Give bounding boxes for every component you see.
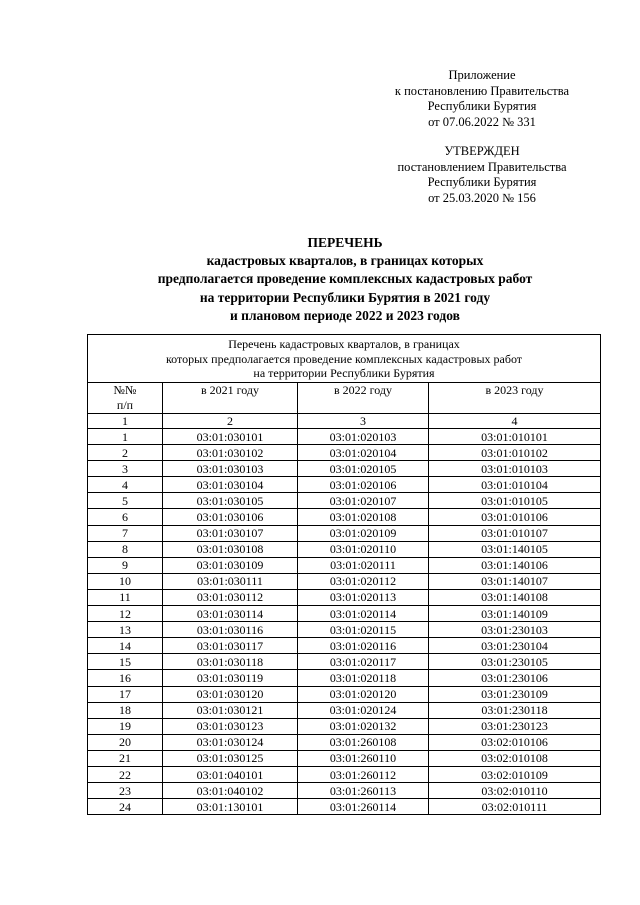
table-row (88, 461, 601, 477)
table-row (88, 783, 601, 799)
table-row (88, 589, 601, 605)
title-line: и плановом периоде 2022 и 2023 годов (230, 307, 460, 323)
quarter-2022: 03:01:260112 (298, 766, 429, 782)
table-row (88, 477, 601, 493)
caption-line: Перечень кадастровых кварталов, в границах (228, 337, 460, 352)
row-number: 5 (88, 493, 163, 509)
quarter-2021: 03:01:030112 (163, 589, 298, 605)
quarter-2023: 03:01:010104 (429, 477, 601, 493)
table-row (88, 670, 601, 686)
approval-line: постановлением Правительства (397, 159, 567, 174)
appendix-line: к постановлению Правительства (394, 83, 570, 98)
quarter-2022: 03:01:260113 (298, 783, 429, 799)
quarter-2022: 03:01:020112 (298, 573, 429, 589)
quarter-2023: 03:01:140109 (429, 606, 601, 622)
appendix-line: Приложение (448, 68, 516, 82)
quarter-2023: 03:01:230109 (429, 686, 601, 702)
quarter-2021: 03:01:030116 (163, 622, 298, 638)
quarter-2022: 03:01:260110 (298, 750, 429, 766)
cadastral-table-container (87, 334, 600, 815)
quarter-2021: 03:01:030106 (163, 509, 298, 525)
quarter-2021: 03:01:030118 (163, 654, 298, 670)
table-row (88, 557, 601, 573)
quarter-2023: 03:01:010107 (429, 525, 601, 541)
table-row (88, 686, 601, 702)
row-number: 7 (88, 525, 163, 541)
table-body (88, 429, 601, 815)
row-number: 2 (88, 445, 163, 461)
quarter-2022: 03:01:020117 (298, 654, 429, 670)
row-number: 6 (88, 509, 163, 525)
approval-line: УТВЕРЖДЕН (444, 144, 520, 158)
table-row (88, 750, 601, 766)
quarter-2023: 03:01:010105 (429, 493, 601, 509)
header-2021: в 2021 году (163, 383, 298, 414)
appendix-line: Республики Бурятия (427, 99, 537, 113)
row-number: 23 (88, 783, 163, 799)
row-number: 24 (88, 799, 163, 815)
quarter-2021: 03:01:030104 (163, 477, 298, 493)
header-number: №№ п/п (88, 383, 163, 414)
quarter-2022: 03:01:020115 (298, 622, 429, 638)
quarter-2021: 03:01:030123 (163, 718, 298, 734)
quarter-2021: 03:01:030109 (163, 557, 298, 573)
quarter-2023: 03:02:010111 (429, 799, 601, 815)
table-row (88, 734, 601, 750)
quarter-2023: 03:02:010110 (429, 783, 601, 799)
row-number: 10 (88, 573, 163, 589)
quarter-2021: 03:01:130101 (163, 799, 298, 815)
table-row (88, 541, 601, 557)
row-number: 12 (88, 606, 163, 622)
quarter-2021: 03:01:030101 (163, 429, 298, 445)
quarter-2022: 03:01:020113 (298, 589, 429, 605)
quarter-2021: 03:01:030114 (163, 606, 298, 622)
quarter-2023: 03:01:010103 (429, 461, 601, 477)
table-caption (88, 335, 601, 383)
column-number: 1 (88, 414, 163, 429)
row-number: 20 (88, 734, 163, 750)
table-row (88, 493, 601, 509)
table-row (88, 654, 601, 670)
quarter-2022: 03:01:020109 (298, 525, 429, 541)
quarter-2022: 03:01:020116 (298, 638, 429, 654)
approval-block (372, 144, 592, 206)
quarter-2023: 03:01:230123 (429, 718, 601, 734)
quarter-2023: 03:02:010106 (429, 734, 601, 750)
row-number: 14 (88, 638, 163, 654)
quarter-2022: 03:01:020108 (298, 509, 429, 525)
quarter-2023: 03:01:140108 (429, 589, 601, 605)
title-line: предполагается проведение комплексных кадастровых работ (157, 271, 533, 287)
quarter-2023: 03:01:230105 (429, 654, 601, 670)
quarter-2021: 03:01:030103 (163, 461, 298, 477)
header-2023: в 2023 году (429, 383, 601, 414)
table-row (88, 622, 601, 638)
quarter-2022: 03:01:020114 (298, 606, 429, 622)
quarter-2023: 03:01:230104 (429, 638, 601, 654)
table-row (88, 429, 601, 445)
table-row (88, 718, 601, 734)
row-number: 21 (88, 750, 163, 766)
table-row (88, 509, 601, 525)
document-title (90, 234, 600, 325)
approval-line: от 25.03.2020 № 156 (428, 190, 536, 205)
quarter-2021: 03:01:030125 (163, 750, 298, 766)
quarter-2022: 03:01:020107 (298, 493, 429, 509)
quarter-2022: 03:01:020105 (298, 461, 429, 477)
row-number: 13 (88, 622, 163, 638)
title-line: на территории Республики Бурятия в 2021 году (199, 289, 491, 305)
quarter-2023: 03:01:140107 (429, 573, 601, 589)
quarter-2022: 03:01:020111 (298, 557, 429, 573)
quarter-2022: 03:01:020132 (298, 718, 429, 734)
table-row (88, 606, 601, 622)
quarter-2022: 03:01:020120 (298, 686, 429, 702)
quarter-2023: 03:01:230106 (429, 670, 601, 686)
table-caption-row (88, 335, 601, 383)
quarter-2021: 03:01:030108 (163, 541, 298, 557)
quarter-2022: 03:01:260114 (298, 799, 429, 815)
table-row (88, 573, 601, 589)
table-row (88, 766, 601, 782)
quarter-2023: 03:01:010101 (429, 429, 601, 445)
table-row (88, 702, 601, 718)
row-number: 16 (88, 670, 163, 686)
row-number: 8 (88, 541, 163, 557)
quarter-2022: 03:01:020104 (298, 445, 429, 461)
row-number: 11 (88, 589, 163, 605)
row-number: 9 (88, 557, 163, 573)
quarter-2021: 03:01:030111 (163, 573, 298, 589)
table-row (88, 799, 601, 815)
row-number: 15 (88, 654, 163, 670)
header-2022: в 2022 году (298, 383, 429, 414)
cadastral-table (87, 334, 601, 815)
quarter-2023: 03:01:140105 (429, 541, 601, 557)
quarter-2021: 03:01:040102 (163, 783, 298, 799)
table-row (88, 525, 601, 541)
quarter-2022: 03:01:260108 (298, 734, 429, 750)
column-number-row (88, 414, 601, 429)
quarter-2021: 03:01:040101 (163, 766, 298, 782)
quarter-2021: 03:01:030107 (163, 525, 298, 541)
quarter-2022: 03:01:020110 (298, 541, 429, 557)
quarter-2023: 03:01:010106 (429, 509, 601, 525)
row-number: 17 (88, 686, 163, 702)
quarter-2023: 03:01:140106 (429, 557, 601, 573)
row-number: 3 (88, 461, 163, 477)
row-number: 4 (88, 477, 163, 493)
quarter-2021: 03:01:030119 (163, 670, 298, 686)
title-line: кадастровых кварталов, в границах которых (206, 253, 484, 269)
table-row (88, 638, 601, 654)
caption-line: которых предполагается проведение комплексных кадастровых работ (165, 351, 523, 366)
quarter-2021: 03:01:030117 (163, 638, 298, 654)
quarter-2023: 03:02:010109 (429, 766, 601, 782)
appendix-block (372, 68, 592, 130)
quarter-2021: 03:01:030102 (163, 445, 298, 461)
quarter-2023: 03:01:230103 (429, 622, 601, 638)
quarter-2022: 03:01:020118 (298, 670, 429, 686)
row-number: 19 (88, 718, 163, 734)
quarter-2021: 03:01:030105 (163, 493, 298, 509)
quarter-2023: 03:01:230118 (429, 702, 601, 718)
approval-line: Республики Бурятия (427, 175, 537, 189)
caption-line: на территории Республики Бурятия (253, 366, 435, 381)
column-number: 4 (429, 414, 601, 429)
title-line: ПЕРЕЧЕНЬ (307, 235, 383, 250)
quarter-2023: 03:01:010102 (429, 445, 601, 461)
appendix-line: от 07.06.2022 № 331 (428, 114, 536, 129)
row-number: 18 (88, 702, 163, 718)
table-row (88, 445, 601, 461)
row-number: 1 (88, 429, 163, 445)
column-number: 3 (298, 414, 429, 429)
quarter-2022: 03:01:020103 (298, 429, 429, 445)
quarter-2023: 03:02:010108 (429, 750, 601, 766)
quarter-2022: 03:01:020106 (298, 477, 429, 493)
quarter-2022: 03:01:020124 (298, 702, 429, 718)
quarter-2021: 03:01:030120 (163, 686, 298, 702)
quarter-2021: 03:01:030124 (163, 734, 298, 750)
quarter-2021: 03:01:030121 (163, 702, 298, 718)
column-number: 2 (163, 414, 298, 429)
row-number: 22 (88, 766, 163, 782)
table-header-row (88, 383, 601, 414)
